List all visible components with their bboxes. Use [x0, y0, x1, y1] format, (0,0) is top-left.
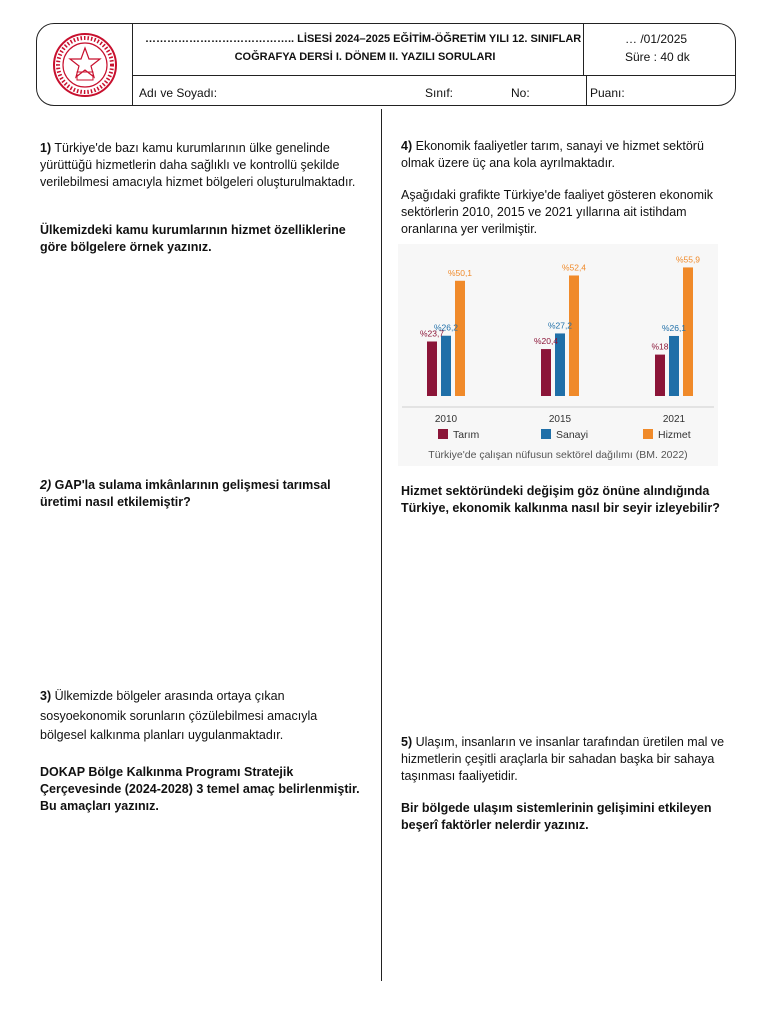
bar-tarım-2021	[655, 355, 665, 396]
legend-swatch	[643, 429, 653, 439]
ministry-logo-icon	[50, 32, 120, 98]
legend-swatch	[438, 429, 448, 439]
x-tick-label: 2021	[662, 414, 686, 425]
question-5	[401, 734, 726, 785]
question-3-prompt: DOKAP Bölge Kalkınma Programı Stratejik Çerçevesinde (2024-2028) 3 temel amaç belirlenmiştir. Bu amaçları yazınız.	[40, 765, 360, 813]
legend-label: Tarım	[453, 429, 480, 441]
bar-data-label: %27,2	[547, 320, 573, 331]
legend-label: Sanayi	[556, 429, 589, 441]
class-label: Sınıf:	[425, 86, 454, 100]
bar-data-label: %55,9	[675, 254, 701, 265]
exam-header	[36, 23, 736, 106]
bar-tarım-2015	[541, 349, 551, 396]
question-4-prompt: Hizmet sektöründeki değişim göz önüne alındığında Türkiye, ekonomik kalkınma nasıl bir seyir izleyebilir?	[401, 484, 720, 515]
question-1-prompt: Ülkemizdeki kamu kurumlarının hizmet özelliklerine göre bölgelere örnek yazınız.	[40, 223, 346, 254]
exam-duration: Süre : 40 dk	[625, 50, 690, 64]
question-5-prompt: Bir bölgede ulaşım sistemlerinin gelişimini etkileyen beşerî faktörler nelerdir yazınız.	[401, 801, 712, 832]
bar-tarım-2010	[427, 341, 437, 396]
question-number: 2)	[40, 478, 52, 492]
question-3	[40, 687, 340, 746]
question-4-context: Aşağıdaki grafikte Türkiye'de faaliyet gösteren ekonomik sektörlerin 2010, 2015 ve 2021 yıllarına ait istihdam oranlarına yer verilmiştir.	[401, 188, 714, 236]
name-label: Adı ve Soyadı:	[139, 86, 218, 100]
bar-sanayi-2021	[669, 336, 679, 396]
question-number: 3)	[40, 689, 52, 703]
bar-data-label: %26,2	[433, 322, 459, 333]
question-1	[40, 140, 360, 191]
question-text: Türkiye'de bazı kamu kurumlarının ülke genelinde yürüttüğü hizmetlerin daha sağlıklı ve kontrollü şekilde verilebilmesi amacıyla hizmet bölgeleri oluşturulmaktadır.	[40, 141, 356, 189]
question-text: Ulaşım, insanların ve insanlar tarafından üretilen mal ve hizmetlerin çeşitli araçlarla bir sahadan başka bir sahaya taşınması faaliyetidir.	[401, 735, 725, 783]
question-number: 5)	[401, 735, 413, 749]
bar-data-label: %52,4	[561, 262, 587, 273]
x-tick-label: 2010	[434, 414, 458, 425]
bar-data-label: %26,1	[661, 322, 687, 333]
bar-data-label: %23,7	[419, 328, 445, 339]
question-number: 4)	[401, 139, 413, 153]
header-divider	[132, 24, 133, 105]
bar-sanayi-2010	[441, 336, 451, 396]
bar-hizmet-2015	[569, 275, 579, 396]
column-divider	[381, 109, 382, 981]
exam-title-line2: COĞRAFYA DERSİ I. DÖNEM II. YAZILI SORULARI	[234, 51, 496, 63]
score-label: Puanı:	[590, 86, 625, 100]
legend-swatch	[541, 429, 551, 439]
header-divider	[583, 24, 584, 76]
question-number: 1)	[40, 141, 52, 155]
legend-label: Hizmet	[658, 429, 691, 441]
header-divider	[586, 75, 587, 105]
header-divider	[132, 75, 735, 76]
bar-data-label: %50,1	[447, 267, 473, 278]
exam-title-line1: ………………………………….. LİSESİ 2024–2025 EĞİTİM-ÖĞRETİM YILI 12. SINIFLAR	[145, 33, 582, 45]
question-2-prompt: GAP'la sulama imkânlarının gelişmesi tarımsal üretimi nasıl etkilemiştir?	[40, 478, 331, 509]
number-label: No:	[511, 86, 530, 100]
exam-date: … /01/2025	[625, 32, 688, 46]
question-text: Ekonomik faaliyetler tarım, sanayi ve hizmet sektörü olmak üzere üç ana kola ayrılmaktadır.	[401, 139, 704, 170]
bar-data-label: %18	[651, 341, 669, 352]
chart-caption: Türkiye'de çalışan nüfusun sektörel dağılımı (BM. 2022)	[428, 449, 688, 461]
question-4	[401, 138, 726, 172]
x-tick-label: 2015	[548, 414, 572, 425]
chart-canvas	[398, 244, 718, 466]
bar-hizmet-2010	[455, 281, 465, 396]
bar-data-label: %20,4	[533, 336, 559, 347]
question-2	[40, 477, 360, 511]
question-text: Ülkemizde bölgeler arasında ortaya çıkan sosyoekonomik sorunların çözülebilmesi amacıyla bölgesel kalkınma planları uygulanmaktadır.	[40, 689, 318, 742]
employment-chart	[398, 244, 718, 466]
